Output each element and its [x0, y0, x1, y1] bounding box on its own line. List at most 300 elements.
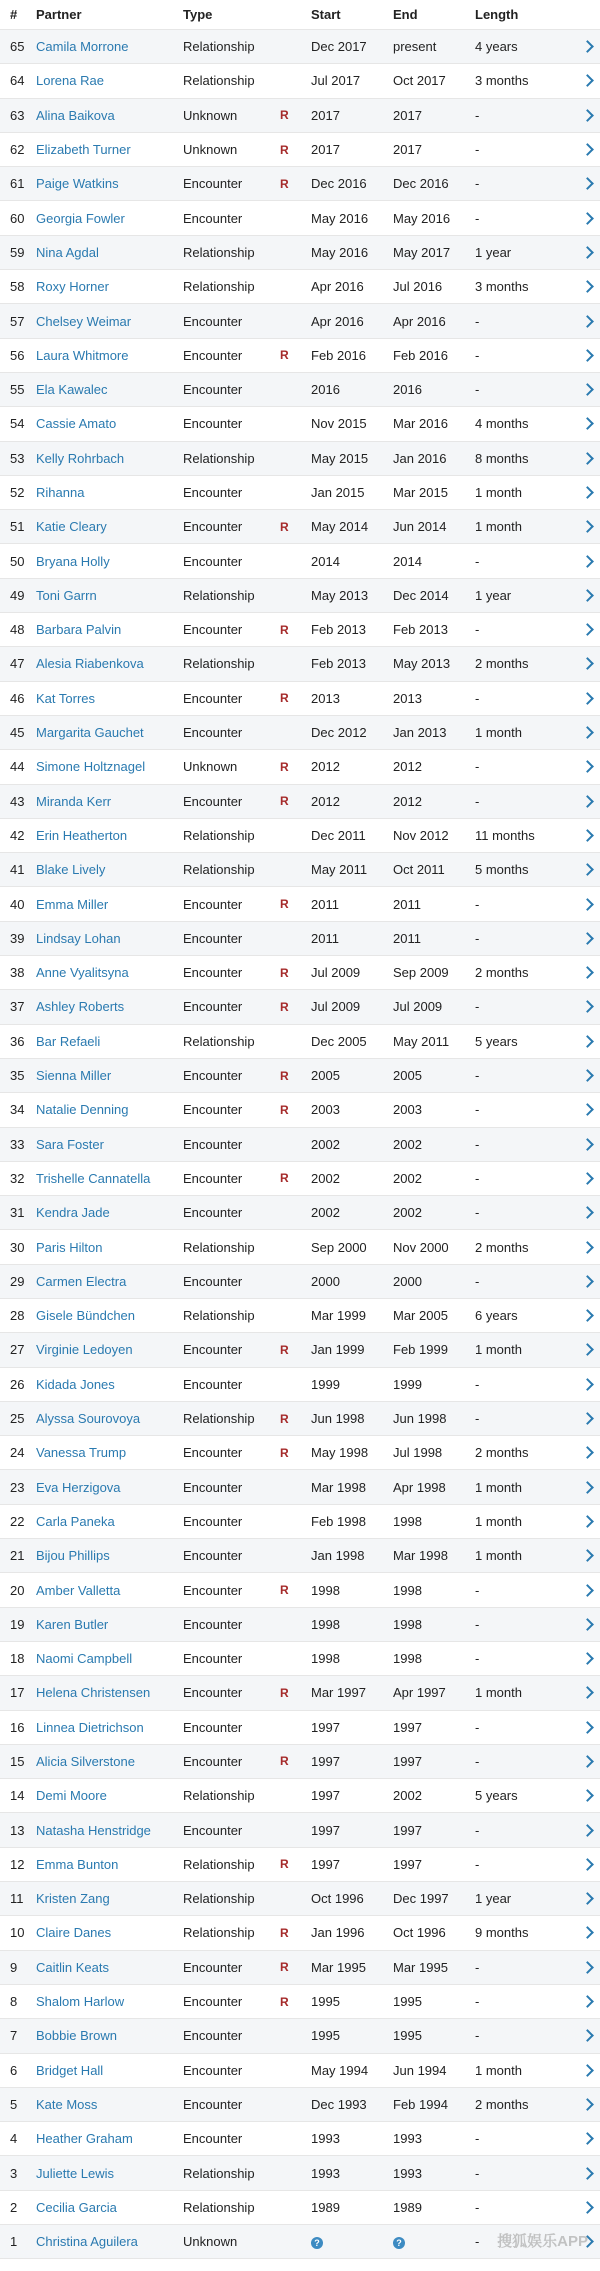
- partner-link[interactable]: Toni Garrn: [36, 587, 97, 603]
- table-row[interactable]: [0, 956, 600, 990]
- rumor-badge: R: [280, 691, 289, 706]
- partner-link[interactable]: Rihanna: [36, 485, 85, 500]
- start-cell: May 1994: [311, 2062, 369, 2078]
- table-row[interactable]: [0, 1025, 600, 1059]
- row-arrow-button[interactable]: [575, 1445, 600, 1460]
- partner-link[interactable]: Ashley Roberts: [36, 999, 125, 1015]
- row-arrow-button[interactable]: [575, 1823, 600, 1838]
- partner-link[interactable]: Elizabeth Turner: [36, 142, 131, 158]
- row-number: 31: [10, 1205, 25, 1221]
- partner-link[interactable]: Alicia Silverstone: [36, 1753, 135, 1769]
- table-row[interactable]: [0, 2054, 600, 2088]
- partner-link[interactable]: Kelly Rohrbach: [36, 450, 125, 466]
- row-arrow-button[interactable]: [575, 108, 600, 123]
- row-arrow-button[interactable]: [575, 1651, 600, 1666]
- partner-link[interactable]: Katie Cleary: [36, 519, 107, 535]
- type-cell: Unknown: [183, 2234, 238, 2250]
- table-row[interactable]: [0, 1916, 600, 1950]
- table-row[interactable]: [0, 1402, 600, 1436]
- partner-link[interactable]: Sienna Miller: [36, 1068, 112, 1084]
- row-arrow-button[interactable]: [575, 1685, 600, 1700]
- row-arrow-button[interactable]: [575, 2166, 600, 2181]
- partner-link[interactable]: Juliette Lewis: [36, 2165, 115, 2181]
- row-number: 4: [10, 2131, 18, 2147]
- partner-link[interactable]: Linnea Dietrichson: [36, 1719, 144, 1735]
- row-arrow-button[interactable]: [575, 622, 600, 637]
- table-row[interactable]: [0, 785, 600, 819]
- table-row[interactable]: [0, 887, 600, 921]
- row-arrow-button[interactable]: [575, 416, 600, 431]
- length-cell: -: [475, 107, 480, 123]
- table-row[interactable]: [0, 2156, 600, 2190]
- table-row[interactable]: [0, 442, 600, 476]
- partner-link[interactable]: Georgia Fowler: [36, 210, 125, 226]
- table-body: [0, 30, 600, 2259]
- row-arrow-button[interactable]: [575, 691, 600, 706]
- partner-link[interactable]: Demi Moore: [36, 1788, 107, 1804]
- partner-cell: [36, 39, 183, 54]
- start-cell: 2013: [311, 690, 340, 706]
- length-cell: 11 months: [475, 827, 535, 843]
- row-arrow-button[interactable]: [575, 314, 600, 329]
- chevron-right-icon: [581, 246, 594, 259]
- start-cell: Dec 2012: [311, 725, 367, 741]
- chevron-right-icon: [581, 623, 594, 636]
- row-arrow-button[interactable]: [575, 1411, 600, 1426]
- table-row[interactable]: [0, 1573, 600, 1607]
- chevron-right-icon: [581, 1858, 594, 1871]
- partner-link[interactable]: Miranda Kerr: [36, 793, 112, 809]
- type-cell: Encounter: [183, 1445, 243, 1461]
- end-cell: Mar 1998: [393, 1548, 448, 1564]
- row-arrow-button[interactable]: [575, 451, 600, 466]
- chevron-right-icon: [581, 589, 594, 602]
- end-cell: [393, 2234, 475, 2249]
- table-row[interactable]: [0, 579, 600, 613]
- row-arrow-button[interactable]: [575, 828, 600, 843]
- table-row[interactable]: [0, 1059, 600, 1093]
- partner-link[interactable]: Bijou Phillips: [36, 1548, 110, 1564]
- partner-link[interactable]: Claire Danes: [36, 1925, 112, 1941]
- row-number: 44: [10, 759, 25, 775]
- partner-link[interactable]: Lindsay Lohan: [36, 930, 121, 946]
- row-arrow-button[interactable]: [575, 2028, 600, 2043]
- row-number: 39: [10, 930, 25, 946]
- row-arrow-button[interactable]: [575, 73, 600, 88]
- row-arrow-button[interactable]: [575, 1034, 600, 1049]
- row-arrow-button[interactable]: [575, 725, 600, 740]
- partner-link[interactable]: Alesia Riabenkova: [36, 656, 144, 672]
- type-cell: Relationship: [183, 1856, 255, 1872]
- row-number: 33: [10, 1136, 25, 1152]
- table-row[interactable]: [0, 2088, 600, 2122]
- partner-link[interactable]: Helena Christensen: [36, 1685, 151, 1701]
- row-arrow-button[interactable]: [575, 1377, 600, 1392]
- row-arrow-button[interactable]: [575, 1754, 600, 1769]
- row-number: 2: [10, 2199, 18, 2215]
- row-number: 26: [10, 1376, 25, 1392]
- row-arrow-button[interactable]: [575, 2200, 600, 2215]
- partner-link[interactable]: Bridget Hall: [36, 2062, 104, 2078]
- end-cell: Oct 1996: [393, 1925, 446, 1941]
- row-arrow-button[interactable]: [575, 2063, 600, 2078]
- start-cell: May 2015: [311, 450, 369, 466]
- start-cell: Oct 1996: [311, 1891, 364, 1907]
- row-arrow-button[interactable]: [575, 554, 600, 569]
- rumor-badge: R: [280, 759, 289, 774]
- length-cell: 3 months: [475, 279, 529, 295]
- table-row[interactable]: [0, 167, 600, 201]
- row-number: 27: [10, 1342, 25, 1358]
- table-row[interactable]: [0, 1333, 600, 1367]
- partner-link[interactable]: Emma Bunton: [36, 1856, 119, 1872]
- row-arrow-button[interactable]: [575, 897, 600, 912]
- row-number: 64: [10, 73, 25, 89]
- row-arrow-button[interactable]: [575, 2131, 600, 2146]
- type-cell: Encounter: [183, 896, 243, 912]
- start-cell: Mar 1995: [311, 1959, 366, 1975]
- chevron-right-icon: [581, 1103, 594, 1116]
- table-row[interactable]: [0, 236, 600, 270]
- table-row[interactable]: [0, 682, 600, 716]
- length-cell: 5 years: [475, 1788, 518, 1804]
- partner-link[interactable]: Barbara Palvin: [36, 622, 122, 638]
- end-cell: Feb 2013: [393, 622, 448, 638]
- partner-link[interactable]: Naomi Campbell: [36, 1651, 133, 1667]
- row-arrow-button[interactable]: [575, 382, 600, 397]
- start-cell: 1997: [311, 1788, 340, 1804]
- chevron-right-icon: [581, 143, 594, 156]
- partner-link[interactable]: Caitlin Keats: [36, 1959, 109, 1975]
- row-arrow-button[interactable]: [575, 1720, 600, 1735]
- length-cell: 1 month: [475, 1513, 522, 1529]
- partner-link[interactable]: Cassie Amato: [36, 416, 117, 432]
- table-row[interactable]: [0, 750, 600, 784]
- partner-link[interactable]: Karen Butler: [36, 1616, 109, 1632]
- chevron-right-icon: [581, 1961, 594, 1974]
- type-cell: Encounter: [183, 1582, 243, 1598]
- row-arrow-button[interactable]: [575, 1514, 600, 1529]
- table-row[interactable]: [0, 1676, 600, 1710]
- rumor-badge: R: [280, 1994, 289, 2009]
- length-cell: 5 months: [475, 862, 529, 878]
- length-cell: -: [475, 553, 480, 569]
- row-arrow-button[interactable]: [575, 348, 600, 363]
- table-row[interactable]: [0, 30, 600, 64]
- row-arrow-button[interactable]: [575, 1788, 600, 1803]
- end-cell: 2005: [393, 1068, 422, 1084]
- row-arrow-button[interactable]: [575, 519, 600, 534]
- length-cell: -: [475, 2165, 480, 2181]
- row-arrow-button[interactable]: [575, 1617, 600, 1632]
- row-arrow-button[interactable]: [575, 1240, 600, 1255]
- table-row[interactable]: [0, 1470, 600, 1504]
- row-arrow-button[interactable]: [575, 1308, 600, 1323]
- table-row[interactable]: [0, 133, 600, 167]
- partner-link[interactable]: Kendra Jade: [36, 1205, 110, 1221]
- row-arrow-button[interactable]: [575, 1274, 600, 1289]
- row-arrow-button[interactable]: [575, 1205, 600, 1220]
- table-row[interactable]: [0, 510, 600, 544]
- end-cell: Jul 2009: [393, 999, 443, 1015]
- table-row[interactable]: [0, 407, 600, 441]
- partner-cell: [36, 794, 183, 809]
- partner-link[interactable]: Kat Torres: [36, 690, 96, 706]
- length-cell: -: [475, 1719, 480, 1735]
- partner-link[interactable]: Shalom Harlow: [36, 1994, 125, 2010]
- partner-link[interactable]: Alina Baikova: [36, 107, 115, 123]
- partner-link[interactable]: Ela Kawalec: [36, 382, 108, 398]
- table-row[interactable]: [0, 1985, 600, 2019]
- row-arrow-button[interactable]: [575, 485, 600, 500]
- type-cell: Encounter: [183, 1136, 243, 1152]
- table-row[interactable]: [0, 1299, 600, 1333]
- start-cell: 2017: [311, 142, 340, 158]
- table-row[interactable]: [0, 304, 600, 338]
- table-row[interactable]: [0, 1265, 600, 1299]
- partner-link[interactable]: Sara Foster: [36, 1136, 104, 1152]
- row-arrow-button[interactable]: [575, 1068, 600, 1083]
- partner-link[interactable]: Paris Hilton: [36, 1239, 103, 1255]
- partner-link[interactable]: Anne Vyalitsyna: [36, 965, 129, 981]
- partner-link[interactable]: Heather Graham: [36, 2131, 133, 2147]
- row-number: 54: [10, 416, 25, 432]
- row-arrow-button[interactable]: [575, 1925, 600, 1940]
- end-cell: Jun 1994: [393, 2062, 447, 2078]
- start-cell: 2002: [311, 1205, 340, 1221]
- partner-link[interactable]: Kate Moss: [36, 2096, 98, 2112]
- table-row[interactable]: [0, 1368, 600, 1402]
- start-cell: 2000: [311, 1273, 340, 1289]
- end-cell: Mar 2016: [393, 416, 448, 432]
- table-row[interactable]: [0, 339, 600, 373]
- partner-cell: [36, 108, 183, 123]
- partner-link[interactable]: Bryana Holly: [36, 553, 110, 569]
- start-cell: May 2016: [311, 244, 369, 260]
- row-number: 37: [10, 999, 25, 1015]
- chevron-right-icon: [581, 383, 594, 396]
- length-cell: 1 month: [475, 2062, 522, 2078]
- partner-link[interactable]: Chelsey Weimar: [36, 313, 132, 329]
- table-row[interactable]: [0, 1711, 600, 1745]
- table-row[interactable]: [0, 613, 600, 647]
- row-number: 32: [10, 1170, 25, 1186]
- table-row[interactable]: [0, 1813, 600, 1847]
- row-arrow-button[interactable]: [575, 656, 600, 671]
- table-row[interactable]: [0, 2191, 600, 2225]
- partner-link[interactable]: Eva Herzigova: [36, 1479, 121, 1495]
- row-arrow-button[interactable]: [575, 279, 600, 294]
- end-cell: Nov 2012: [393, 827, 449, 843]
- length-cell: 1 month: [475, 485, 522, 500]
- header-start: Start: [311, 7, 341, 22]
- type-cell: Relationship: [183, 1788, 255, 1804]
- row-arrow-button[interactable]: [575, 759, 600, 774]
- row-arrow-button[interactable]: [575, 794, 600, 809]
- row-arrow-button[interactable]: [575, 1583, 600, 1598]
- partner-cell: [36, 451, 183, 466]
- row-arrow-button[interactable]: [575, 1857, 600, 1872]
- partner-link[interactable]: Natalie Denning: [36, 1102, 129, 1118]
- table-row[interactable]: [0, 373, 600, 407]
- end-cell: 2002: [393, 1205, 422, 1221]
- table-row[interactable]: [0, 922, 600, 956]
- partner-link[interactable]: Emma Miller: [36, 896, 109, 912]
- length-cell: -: [475, 1822, 480, 1838]
- table-row[interactable]: [0, 270, 600, 304]
- end-cell: 1989: [393, 2199, 422, 2215]
- end-cell: Jan 2016: [393, 450, 447, 466]
- row-arrow-button[interactable]: [575, 999, 600, 1014]
- watermark: 搜狐娱乐APP: [497, 2233, 588, 2251]
- partner-link[interactable]: Camila Morrone: [36, 39, 129, 55]
- partner-link[interactable]: Nina Agdal: [36, 244, 99, 260]
- row-arrow-button[interactable]: [575, 588, 600, 603]
- rumor-badge: R: [280, 108, 289, 123]
- table-row[interactable]: [0, 819, 600, 853]
- row-arrow-button[interactable]: [575, 142, 600, 157]
- table-row[interactable]: [0, 64, 600, 98]
- table-row[interactable]: [0, 1436, 600, 1470]
- row-arrow-button[interactable]: [575, 1102, 600, 1117]
- row-number: 65: [10, 39, 25, 55]
- type-cell: Encounter: [183, 690, 243, 706]
- partner-link[interactable]: Vanessa Trump: [36, 1445, 127, 1461]
- row-arrow-button[interactable]: [575, 39, 600, 54]
- table-row[interactable]: [0, 1951, 600, 1985]
- partner-cell: [36, 2063, 183, 2078]
- table-row[interactable]: [0, 1848, 600, 1882]
- row-arrow-button[interactable]: [575, 245, 600, 260]
- table-row[interactable]: [0, 990, 600, 1024]
- type-cell: Encounter: [183, 999, 243, 1015]
- partner-link[interactable]: Virginie Ledoyen: [36, 1342, 133, 1358]
- partner-cell: [36, 1445, 183, 1460]
- table-header: [0, 0, 600, 30]
- table-row[interactable]: [0, 1128, 600, 1162]
- row-arrow-button[interactable]: [575, 1548, 600, 1563]
- partner-link[interactable]: Margarita Gauchet: [36, 725, 144, 741]
- end-cell: Apr 2016: [393, 313, 446, 329]
- table-row[interactable]: [0, 1162, 600, 1196]
- row-arrow-button[interactable]: [575, 1342, 600, 1357]
- table-row[interactable]: [0, 1230, 600, 1264]
- partner-link[interactable]: Cecilia Garcia: [36, 2199, 117, 2215]
- partner-link[interactable]: Carla Paneka: [36, 1513, 115, 1529]
- table-row[interactable]: [0, 1608, 600, 1642]
- row-number: 18: [10, 1651, 25, 1667]
- partner-link[interactable]: Kristen Zang: [36, 1891, 110, 1907]
- table-row[interactable]: [0, 1539, 600, 1573]
- start-cell: Jun 1998: [311, 1411, 365, 1427]
- table-row[interactable]: [0, 476, 600, 510]
- table-row[interactable]: [0, 1093, 600, 1127]
- chevron-right-icon: [581, 1309, 594, 1322]
- table-row[interactable]: [0, 1882, 600, 1916]
- partner-link[interactable]: Lorena Rae: [36, 73, 104, 89]
- table-row[interactable]: [0, 853, 600, 887]
- partner-cell: [36, 656, 183, 671]
- end-cell: Jul 1998: [393, 1445, 443, 1461]
- row-arrow-button[interactable]: [575, 1480, 600, 1495]
- table-row[interactable]: [0, 99, 600, 133]
- row-number: 14: [10, 1788, 25, 1804]
- table-row[interactable]: [0, 1196, 600, 1230]
- partner-link[interactable]: Trishelle Cannatella: [36, 1170, 151, 1186]
- partner-cell: [36, 862, 183, 877]
- row-arrow-button[interactable]: [575, 2097, 600, 2112]
- row-arrow-button[interactable]: [575, 176, 600, 191]
- table-row[interactable]: [0, 647, 600, 681]
- rumor-badge: R: [280, 1342, 289, 1357]
- chevron-right-icon: [581, 1001, 594, 1014]
- partner-link[interactable]: Natasha Henstridge: [36, 1822, 151, 1838]
- row-arrow-button[interactable]: [575, 211, 600, 226]
- partner-cell: [36, 2166, 183, 2181]
- partner-link[interactable]: Paige Watkins: [36, 176, 119, 192]
- row-arrow-button[interactable]: [575, 862, 600, 877]
- chevron-right-icon: [581, 2098, 594, 2111]
- partner-cell: [36, 1240, 183, 1255]
- end-cell: Dec 2014: [393, 587, 449, 603]
- type-cell: Encounter: [183, 1685, 243, 1701]
- partner-link[interactable]: Kidada Jones: [36, 1376, 115, 1392]
- table-row[interactable]: [0, 716, 600, 750]
- partner-link[interactable]: Simone Holtznagel: [36, 759, 146, 775]
- start-cell: Jul 2017: [311, 73, 361, 89]
- table-row[interactable]: [0, 2122, 600, 2156]
- partner-link[interactable]: Bobbie Brown: [36, 2028, 117, 2044]
- row-number: 28: [10, 1308, 25, 1324]
- type-cell: Unknown: [183, 759, 238, 775]
- partner-link[interactable]: Blake Lively: [36, 862, 106, 878]
- row-arrow-button[interactable]: [575, 1171, 600, 1186]
- length-cell: 8 months: [475, 450, 529, 466]
- start-cell: Apr 2016: [311, 279, 364, 295]
- table-row[interactable]: [0, 2019, 600, 2053]
- partner-link[interactable]: Alyssa Sourovoya: [36, 1411, 141, 1427]
- partner-link[interactable]: Christina Aguilera: [36, 2234, 138, 2250]
- row-arrow-button[interactable]: [575, 931, 600, 946]
- partner-link[interactable]: Carmen Electra: [36, 1273, 127, 1289]
- partner-cell: [36, 1480, 183, 1495]
- table-row[interactable]: [0, 544, 600, 578]
- row-arrow-button[interactable]: [575, 1891, 600, 1906]
- row-arrow-button[interactable]: [575, 1137, 600, 1152]
- row-number: 20: [10, 1582, 25, 1598]
- row-arrow-button[interactable]: [575, 1994, 600, 2009]
- type-cell: Relationship: [183, 1239, 255, 1255]
- chevron-right-icon: [581, 1035, 594, 1048]
- table-row[interactable]: [0, 1505, 600, 1539]
- partner-link[interactable]: Amber Valletta: [36, 1582, 121, 1598]
- row-arrow-button[interactable]: [575, 1960, 600, 1975]
- row-arrow-button[interactable]: [575, 965, 600, 980]
- table-row[interactable]: [0, 1642, 600, 1676]
- type-cell: Relationship: [183, 2199, 255, 2215]
- start-cell: May 2011: [311, 862, 368, 878]
- partner-link[interactable]: Gisele Bündchen: [36, 1308, 136, 1324]
- table-row[interactable]: [0, 201, 600, 235]
- table-row[interactable]: [0, 1745, 600, 1779]
- rumor-badge: R: [280, 142, 289, 157]
- partner-link[interactable]: Bar Refaeli: [36, 1033, 101, 1049]
- table-row[interactable]: [0, 1779, 600, 1813]
- partner-link[interactable]: Erin Heatherton: [36, 827, 128, 843]
- partner-link[interactable]: Roxy Horner: [36, 279, 109, 295]
- row-number: 59: [10, 244, 25, 260]
- partner-link[interactable]: Laura Whitmore: [36, 347, 129, 363]
